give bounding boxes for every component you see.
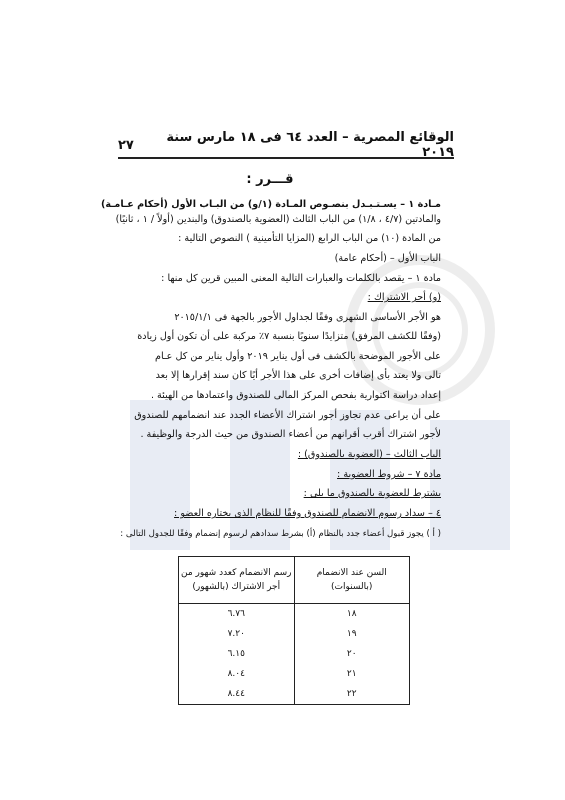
decision-heading: قـــرر : bbox=[246, 172, 294, 187]
text-line: هو الأجر الأساسى الشهرى وفقًا لجداول الأجور بالجهة فى ٢٠١٥/١/١ bbox=[174, 312, 441, 323]
text-line: ٤ – سداد رسوم الانضمام للصندوق وفقًا للنظام الذى يختاره العضو : bbox=[174, 508, 441, 519]
text-line: يشترط للعضوية بالصندوق ما يلى : bbox=[303, 488, 441, 499]
text-line: على أن يراعى عدم تجاوز أجور اشتراك الأعضاء الجدد عند انضمامهم للصندوق bbox=[134, 410, 441, 421]
text-line: (وفقًا للكشف المرفق) متزايدًا سنويًا بنسبة ٧٪ مركبة على أن تكون أول زيادة bbox=[137, 331, 441, 342]
table-cell-age: ١٨ bbox=[294, 604, 410, 625]
chapter-3-heading: الباب الثالث – (العضوية بالصندوق) : bbox=[297, 449, 441, 460]
text-line: مادة ١ – يقصد بالكلمات والعبارات التالية المعنى المبين قرين كل منها : bbox=[161, 273, 441, 284]
table-row bbox=[179, 624, 410, 644]
article-1-line: مـادة ١ – يسـتـبـدل بنصـوص المـادة (١/و) من البـاب الأول (أحكام عـامـة) bbox=[100, 199, 441, 210]
subsection-heading: (و) أجر الاشتراك : bbox=[367, 292, 441, 303]
table-cell-age: ١٩ bbox=[294, 624, 410, 644]
table-cell-fee: ٦.١٥ bbox=[179, 644, 295, 664]
text-line: والمادتين (٤/٧ ، ١/٨) من الباب الثالث (العضوية بالصندوق) والبندين (أولاً / ١ ، ثانيًا) bbox=[115, 214, 441, 225]
table-cell-fee: ٧.٢٠ bbox=[179, 624, 295, 644]
table-row bbox=[179, 664, 410, 684]
text-line: من المادة (١٠) من الباب الرابع (المزايا التأمينية ) النصوص التالية : bbox=[178, 233, 441, 244]
table-cell-fee: ٦.٧٦ bbox=[179, 604, 295, 625]
table-header-row bbox=[179, 557, 410, 604]
table-row bbox=[179, 604, 410, 625]
journal-title: الوقائع المصرية – العدد ٦٤ فى ١٨ مارس سنة ٢٠١٩ bbox=[166, 130, 454, 160]
table-header-fee: رسم الانضمام كعدد شهور من أجر الاشتراك (بالشهور) bbox=[179, 557, 295, 604]
table-cell-age: ٢١ bbox=[294, 664, 410, 684]
fees-table bbox=[178, 556, 410, 705]
table-row bbox=[179, 644, 410, 664]
article-7-heading: مادة ٧ – شروط العضوية : bbox=[337, 469, 441, 480]
table-cell-age: ٢٢ bbox=[294, 684, 410, 705]
table-row bbox=[179, 684, 410, 705]
page-number: ٢٧ bbox=[118, 137, 134, 153]
header-divider bbox=[118, 157, 454, 159]
table-cell-fee: ٨.٠٤ bbox=[179, 664, 295, 684]
page-header bbox=[118, 130, 454, 160]
chapter-1-heading: الباب الأول – (أحكام عامة) bbox=[334, 253, 441, 264]
text-line: تالى ولا يعتد بأى إضافات أخرى على هذا الأجر أيًا كان سند إقرارها إلا بعد bbox=[155, 370, 441, 381]
text-line: على الأجور الموضحة بالكشف فى أول يناير ٢٠١٩ وأول يناير من كل عـام bbox=[155, 351, 441, 362]
table-header-age: السن عند الانضمام (بالسنوات) bbox=[294, 557, 410, 604]
table-cell-fee: ٨.٤٤ bbox=[179, 684, 295, 705]
text-line: إعداد دراسة اكتوارية بفحص المركز المالى للصندوق واعتمادها من الهيئة . bbox=[150, 390, 441, 401]
table-cell-age: ٢٠ bbox=[294, 644, 410, 664]
text-line: ( أ ) يجوز قبول أعضاء جدد بالنظام (أ) بشرط سدادهم لرسوم إنضمام وفقًا للجدول التالى : bbox=[120, 529, 441, 539]
text-line: لأجور اشتراك أقرب أقرانهم من أعضاء الصندوق من حيث الدرجة والوظيفة . bbox=[140, 429, 441, 440]
